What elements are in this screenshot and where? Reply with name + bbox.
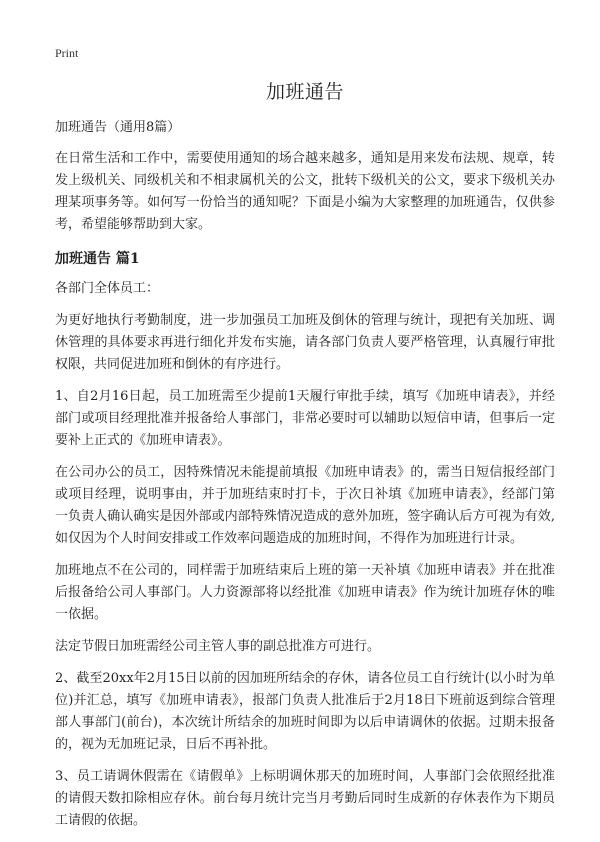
body-paragraph: 加班地点不在公司的，同样需于加班结束后上班的第一天补填《加班申请表》并在批准后报备给公司人事部门。人力资源部将以经批准《加班申请表》作为统计加班存休的唯一依据。 (55, 563, 555, 622)
section-heading: 加班通告 篇1 (55, 251, 140, 267)
body-paragraph: 3、员工请调休假需在《请假单》上标明调休那天的加班时间，人事部门会依照经批准的请假天数扣除相应存休。前台每月统计完当月考勤后同时生成新的存休表作为下期员工请假的依据。 (55, 769, 555, 828)
greeting-paragraph: 各部门全体员工： (55, 281, 160, 296)
body-paragraph: 在公司办公的员工，因特殊情况未能提前填报《加班申请表》的，需当日短信报经部门或项目经理，说明事由，并于加班结束时打卡，于次日补填《加班申请表》，经部门第一负责人确认确实是因外部或内部特殊情况造成的意外加班，签字确认后方可视为有效,如仅因为个人时间安排或工作效率问题造成的加班时间，不得作为加班进行计录。 (55, 465, 555, 546)
document-body (55, 78, 555, 842)
body-paragraph: 1、自2月16日起，员工加班需至少提前1天履行审批手续，填写《加班申请表》，并经部门或项目经理批准并报备给人事部门，非常必要时可以辅助以短信申请，但事后一定要补上正式的《加班申请表》。 (55, 389, 555, 448)
body-paragraph: 2、截至20xx年2月15日以前的因加班所结余的存休，请各位员工自行统计(以小时为单位)并汇总，填写《加班申请表》，报部门负责人批准后于2月18日下班前返到综合管理部人事部门(前台)，本次统计所结余的加班时间即为以后申请调休的依据。过期未报备的，视为无加班记录，日后不再补批。 (55, 671, 555, 752)
print-link[interactable]: Print (55, 46, 79, 60)
document-subtitle: 加班通告（通用8篇） (55, 120, 181, 135)
page-title: 加班通告 (265, 81, 344, 103)
body-paragraph: 为更好地执行考勤制度，进一步加强员工加班及倒休的管理与统计，现把有关加班、调休管理的具体要求再进行细化并发布实施，请各部门负责人要严格管理，认真履行审批权限，共同促进加班和倒休的有序进行。 (55, 313, 555, 372)
intro-paragraph: 在日常生活和工作中，需要使用通知的场合越来越多，通知是用来发布法规、规章，转发上级机关、同级机关和不相隶属机关的公文，批转下级机关的公文，要求下级机关办理某项事务等。如何写一份恰当的通知呢？下面是小编为大家整理的加班通告，仅供参考，希望能够帮助到大家。 (55, 151, 555, 232)
body-paragraph: 法定节假日加班需经公司主管人事的副总批准方可进行。 (55, 639, 381, 654)
